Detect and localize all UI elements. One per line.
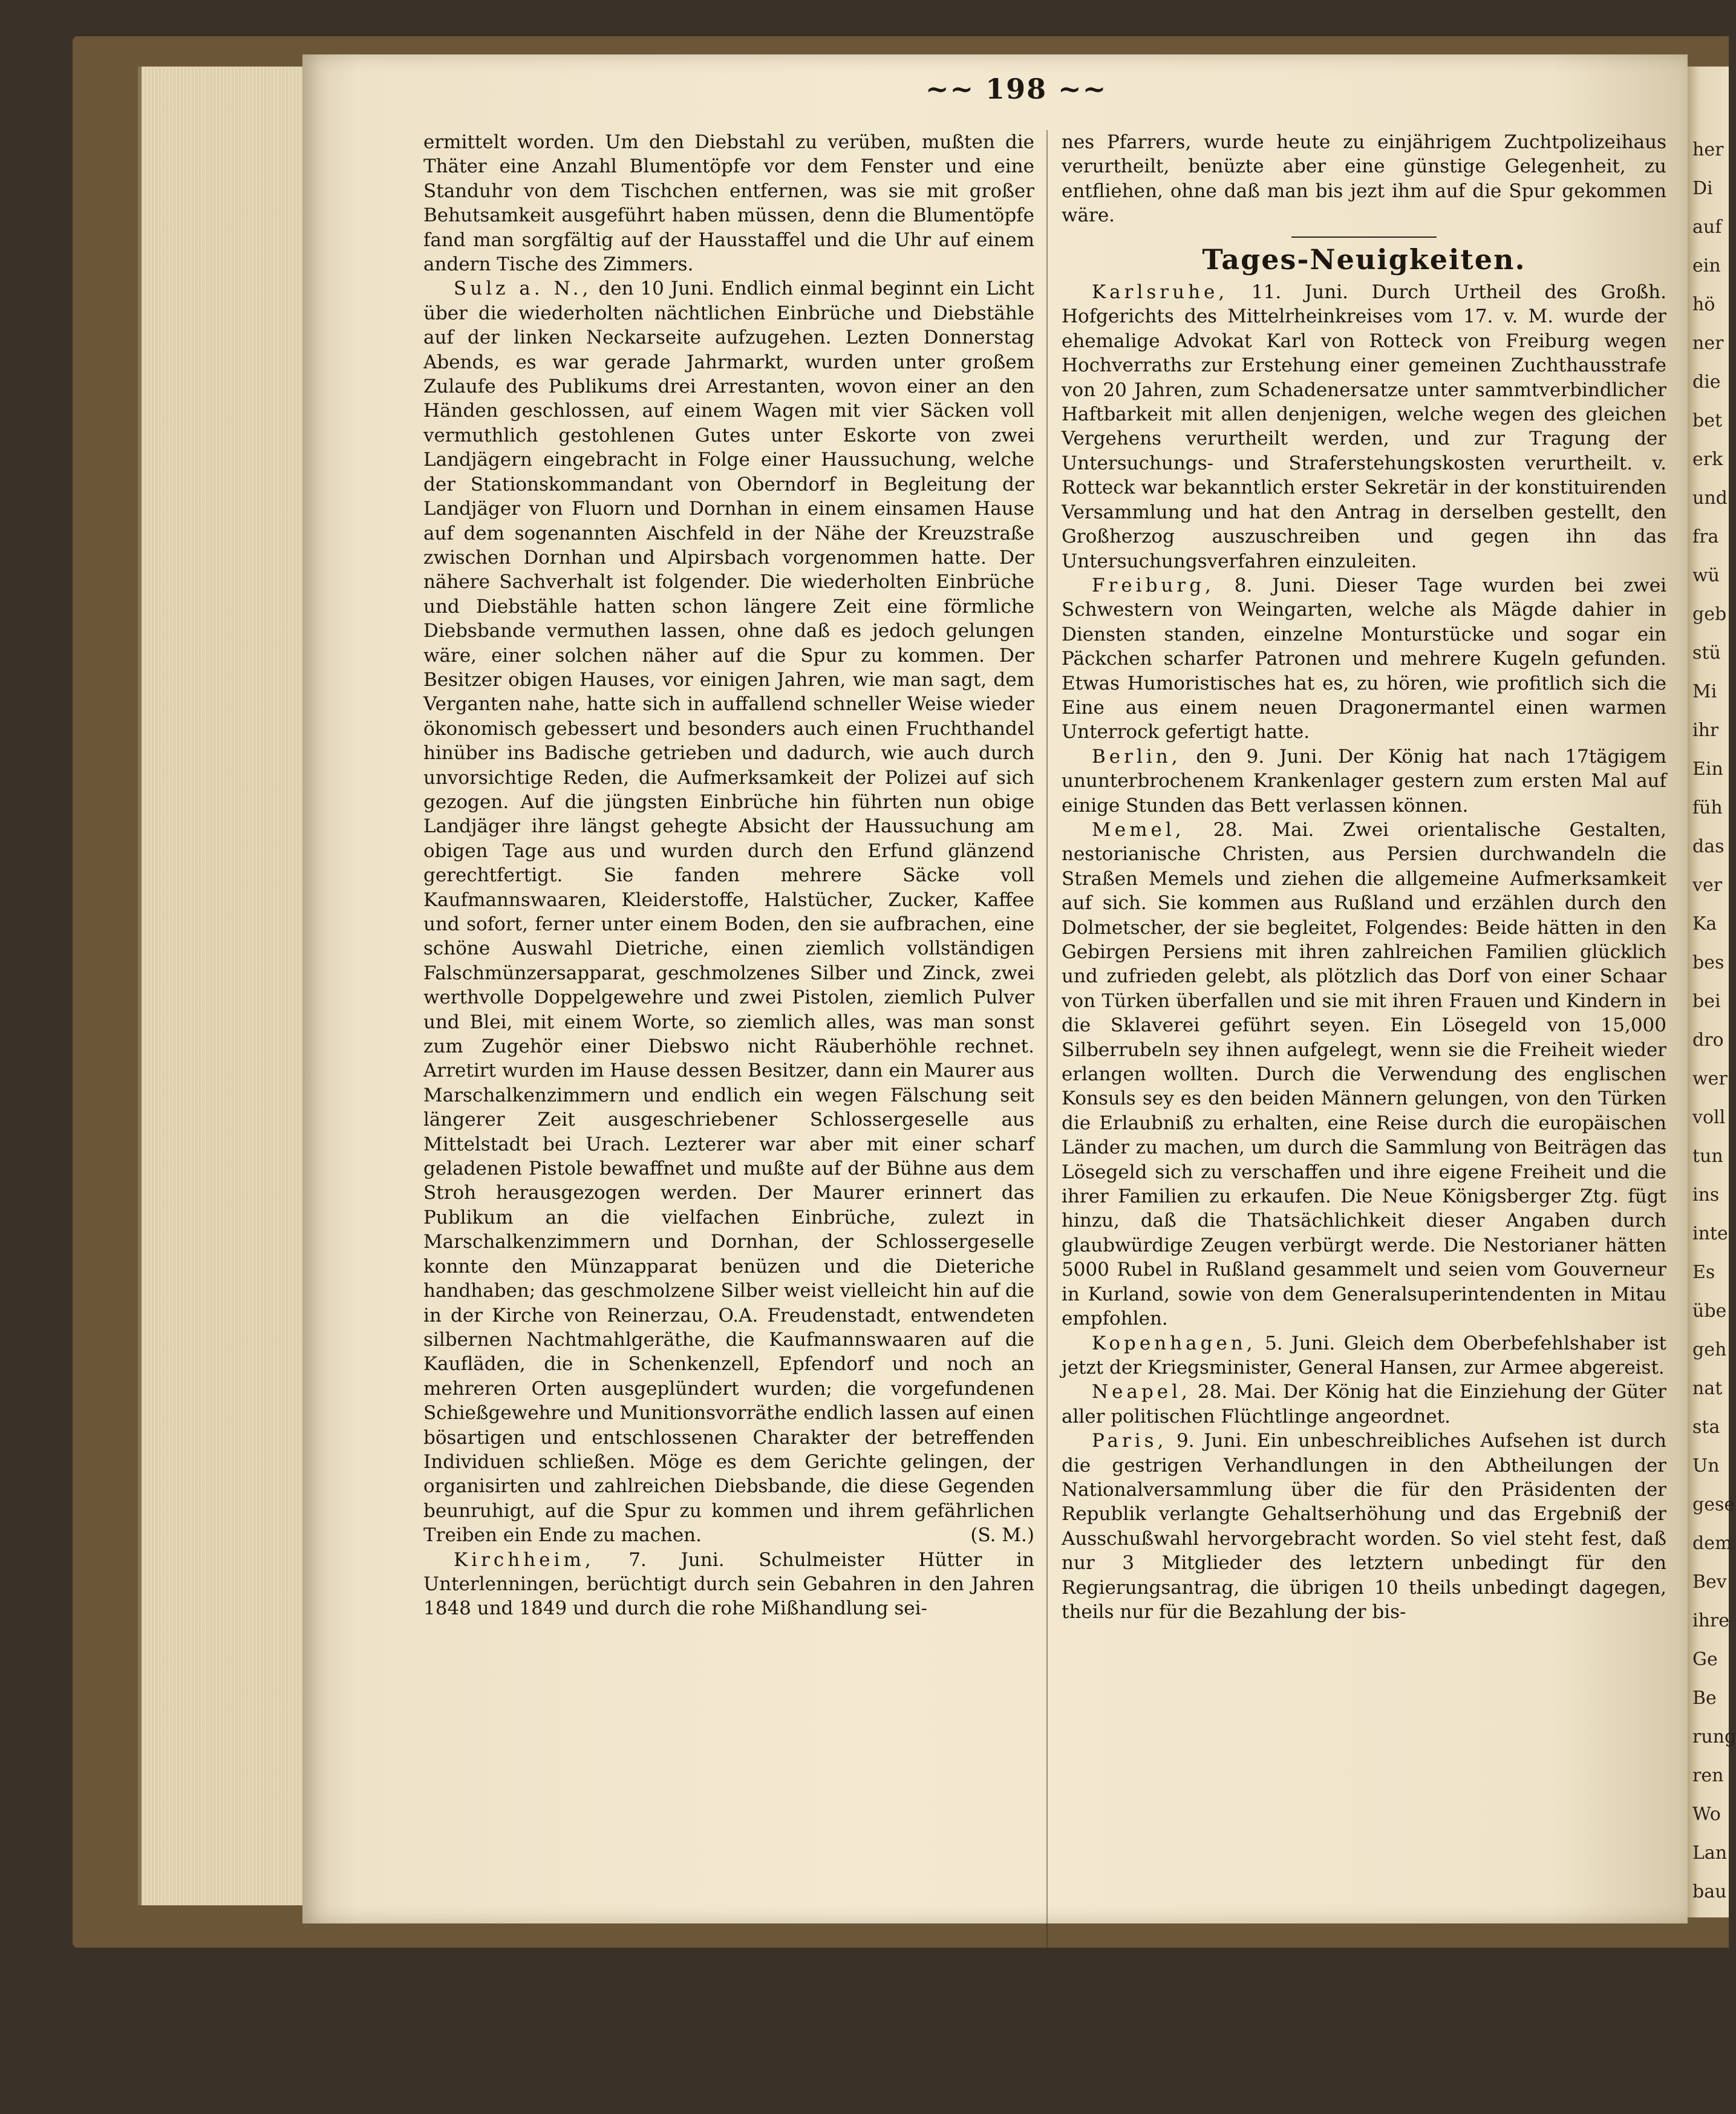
next-page-fragment: Di	[1692, 178, 1713, 199]
next-page-fragment: gese	[1692, 1494, 1735, 1515]
page-edges	[138, 67, 317, 1905]
article-body: den 9. Juni. Der König hat nach 17tägigem ununterbrochenem Krankenlager gestern zum ersten Mal auf einige Stunden das Bett verlassen können.	[1062, 745, 1666, 817]
next-page-fragment: tun	[1692, 1146, 1723, 1167]
next-page-fragment: fra	[1692, 526, 1719, 547]
next-page-fragment: rung	[1692, 1726, 1736, 1747]
next-page-fragment: bes	[1692, 952, 1725, 973]
next-page-fragment: hö	[1692, 294, 1715, 315]
article-continuation-right: nes Pfarrers, wurde heute zu einjährigem Zuchtpolizeihaus verurtheilt, benüzte aber eine günstige Gelegenheit, zu entfliehen, ohne daß man bis jezt ihm auf die Spur gekommen wäre.	[1062, 131, 1666, 227]
article-kirchheim	[423, 1548, 1034, 1621]
section-title: Tages-Neuigkeiten.	[1202, 243, 1526, 276]
page-number: 198	[985, 73, 1048, 105]
next-page-fragment: die	[1692, 371, 1721, 393]
dateline-place: Paris,	[1092, 1430, 1167, 1452]
article-body: 5. Juni. Gleich dem Oberbefehlshaber ist jetzt der Kriegsminister, General Hansen, zur Armee abgereist.	[1062, 1332, 1666, 1378]
next-page-fragment: Mi	[1692, 681, 1717, 702]
left-column	[423, 130, 1034, 1621]
next-page-fragment: bei	[1692, 991, 1721, 1012]
article-body: 28. Mai. Zwei orientalische Gestalten, nestorianische Christen, aus Persien durchwandeln die Straßen Memels und ziehen die allgemeine Aufmerksamkeit auf sich. Sie kommen aus Rußland und erzählen durch den Dolmetscher, der sie begleitet, Folgendes: Beide hätten in den Gebirgen Persiens mit ihren zahlreichen Familien glücklich und zufrieden gelebt, als plötzlich das Dorf von einer Schaar von Türken überfallen und sie mit ihren Frauen und Kindern in die Sklaverei geführt seyen. Ein Lösegeld von 15,000 Silberrubeln sey ihnen aufgelegt, wenn sie die Freiheit wieder erlangen wollten. Durch die Verwendung des englischen Konsuls sey es den beiden Männern gelungen, von den Türken die Erlaubniß zu erhalten, eine Reise durch die europäischen Länder zu machen, um durch die Sammlung von Beiträgen das Lösegeld sich zu verschaffen und ihre eigene Freiheit und die ihrer Familien zu erkaufen. Die Neue Königsberger Ztg. fügt hinzu, daß die Thatsächlichkeit dieser Angaben durch glaubwürdige Zeugen verbürgt werde. Die Nestorianer hätten 5000 Rubel in Rußland gesammelt und seien vom Gouverneur in Kurland, sowie von dem Generalsuperintendenten in Mitau empfohlen.	[1062, 818, 1666, 1330]
next-page-fragment: ver	[1692, 875, 1723, 896]
article-karlsruhe	[1062, 280, 1666, 573]
next-page-fragment: das	[1692, 836, 1725, 857]
next-page-fragment: erk	[1692, 449, 1723, 470]
dateline-place: Neapel,	[1092, 1381, 1191, 1403]
article-kopenhagen	[1062, 1331, 1666, 1380]
next-page-fragment: Be	[1692, 1688, 1717, 1709]
next-page-fragment: wer	[1692, 1068, 1728, 1089]
next-page-fragment: Es	[1692, 1262, 1715, 1283]
article-memel	[1062, 818, 1666, 1331]
next-page-fragment: sta	[1692, 1417, 1720, 1438]
article-freiburg	[1062, 573, 1666, 745]
next-page-fragment: ihre	[1692, 1610, 1730, 1631]
next-page-fragment: ihr	[1692, 720, 1719, 741]
article-paris	[1062, 1429, 1666, 1624]
column-divider	[1046, 130, 1048, 2114]
next-page-fragment: ein	[1692, 255, 1721, 276]
next-page-fragment: dro	[1692, 1029, 1724, 1051]
next-page-fragment: und	[1692, 488, 1728, 509]
next-page-fragment: Ge	[1692, 1649, 1718, 1670]
article-body: den 10 Juni. Endlich einmal beginnt ein Licht über die wiederholten nächtlichen Einbrüche und Diebstähle auf der linken Neckarseite aufzugehen. Lezten Donnerstag Abends, es war gerade Jahrmarkt, wurden unter großem Zulaufe des Publikums drei Arrestanten, wovon einer an den Händen geschlossen, auf einem Wagen mit vier Säcken voll vermuthlich gestohlenen Gutes unter Eskorte von zwei Landjägern eingebracht in Folge einer Haussuchung, welche der Stationskommandant von Oberndorf in Begleitung der Landjäger von Fluorn und Dornhan in einem einsamen Hause auf dem sogenannten Aischfeld in der Nähe der Kreuzstraße zwischen Dornhan und Alpirsbach vorgenommen hatte. Der nähere Sachverhalt ist folgender. Die wiederholten Einbrüche und Diebstähle hatten schon längere Zeit eine förmliche Diebsbande vermuthen lassen, ohne daß es jedoch gelungen wäre, einer solchen näher auf die Spur zu kommen. Der Besitzer obigen Hauses, vor einigen Jahren, wie man sagt, dem Verganten nahe, hatte sich in auffallend schneller Weise wieder ökonomisch gebessert und besonders auch einen Fruchthandel hinüber ins Badische getrieben und dadurch, wie auch durch unvorsichtige Reden, die Aufmerksamkeit der Polizei auf sich gezogen. Auf die jüngsten Einbrüche hin führten nun obige Landjäger ihre längst gehegte Absicht der Haussuchung am obigen Tage aus und wurden durch den Erfund glänzend gerechtfertigt. Sie fanden mehrere Säcke voll Kaufmannswaaren, Kleiderstoffe, Halstücher, Zucker, Kaffee und sofort, ferner unter einem Boden, den sie aufbrachen, eine schöne Auswahl Dietriche, einen ziemlich vollständigen Falschmünzersapparat, geschmolzenes Silber und Zinck, zwei werthvolle Doppelgewehre und zwei Pistolen, ziemlich Pulver und Blei, mit einem Worte, so ziemlich alles, was man sonst zum Zugehör einer Diebswo nicht Räuberhöhle rechnet. Arretirt wurden im Hause dessen Besitzer, dann ein Maurer aus Marschalkenzimmern und endlich ein wegen Fälschung seit längerer Zeit ausgeschriebener Schlossergeselle aus Mittelstadt bei Urach. Lezterer war aber mit einer scharf geladenen Pistole bewaffnet und mußte auf der Bühne aus dem Stroh herausgezogen werden. Der Maurer erinnert das Publikum an die vielfachen Einbrüche, zulezt in Marschalkenzimmern und Dornhan, der Schlossergeselle konnte den Münzapparat benüzen und die Dieteriche handhaben; das geschmolzene Silber weist vielleicht hin auf die in der Kirche von Reinerzau, O.A. Freudenstadt, entwendeten silbernen Nachtmahlgeräthe, die Kaufmannswaaren auf die Kaufläden, die in Schenkenzell, Epfendorf und noch an mehreren Orten ausgeplündert wurden; die vorgefundenen Schießgewehre und Munitionsvorräthe endlich lassen auf einen bösartigen und entschlossenen Charakter der betreffenden Individuen schließen. Möge es dem Gerichte gelingen, der organisirten und zahlreichen Diebsbande, die diese Gegenden beunruhigt, auf die Spur zu kommen und ihrem gefährlichen Treiben ein Ende zu machen.	[423, 278, 1034, 1547]
dateline-place: Kirchheim,	[454, 1548, 595, 1571]
next-page-fragment: geh	[1692, 1339, 1727, 1360]
next-page-fragment: Ein	[1692, 758, 1723, 780]
dateline-place: Memel,	[1092, 818, 1185, 841]
next-page-fragment: voll	[1692, 1107, 1726, 1128]
next-page-fragment: bau	[1692, 1881, 1727, 1902]
next-page-fragment: füh	[1692, 797, 1723, 818]
next-page-fragment: bet	[1692, 410, 1723, 431]
article-neapel	[1062, 1380, 1666, 1429]
dateline-place: Berlin,	[1092, 745, 1181, 768]
next-page-fragment: Un	[1692, 1455, 1720, 1476]
article-sulz	[423, 276, 1034, 1547]
next-page-fragment: inte	[1692, 1223, 1728, 1244]
dateline-place: Karlsruhe,	[1092, 281, 1229, 304]
article-body: 11. Juni. Durch Urtheil des Großh. Hofgerichts des Mittelrheinkreises vom 17. v. M. wurde der ehemalige Advokat Karl von Rotteck von Freiburg wegen Hochverraths zur Erstehung einer gemeinen Zuchthausstrafe von 20 Jahren, zum Schadenersatze unter sammtverbindlicher Haftbarkeit mit allen denjenigen, welche wegen des gleichen Vergehens verurtheilt werden, und zur Tragung der Untersuchungs- und Straferstehungskosten verurtheilt. v. Rotteck war bekanntlich erster Sekretär in der konstituirenden Versammlung und hat den Antrag in derselben gestellt, den Großherzog auszuschreiben und gegen ihn das Untersuchungsverfahren einzuleiten.	[1062, 281, 1666, 572]
next-page-fragment: Lan	[1692, 1842, 1728, 1864]
next-page-fragment: ner	[1692, 333, 1724, 354]
next-page-fragment: Wo	[1692, 1804, 1721, 1825]
next-page-fragment: stü	[1692, 642, 1721, 664]
section-divider	[1291, 237, 1437, 238]
article-body: 28. Mai. Der König hat die Einziehung der Güter aller politischen Flüchtlinge angeordnet.	[1062, 1381, 1666, 1427]
article-body: 7. Juni. Schulmeister Hütter in Unterlenningen, berüchtigt durch sein Gebahren in den Jahren 1848 und 1849 und durch die rohe Mißhandlung sei-	[423, 1548, 1034, 1620]
next-page-fragment: übe	[1692, 1300, 1727, 1322]
article-body: 8. Juni. Dieser Tage wurden bei zwei Schwestern von Weingarten, welche als Mägde dahier in Diensten standen, einzelne Monturstücke und sogar ein Päckchen scharfer Patronen und mehrere Kugeln gefunden. Etwas Humoristisches hat es, zu hören, wie profitlich sich die Eine aus einem neuen Dragonermantel einen warmen Unterrock gefertigt hatte.	[1062, 574, 1666, 743]
next-page-fragment: Ka	[1692, 913, 1717, 935]
next-page-fragment: wü	[1692, 565, 1720, 586]
ornament-left: ~~	[925, 73, 975, 105]
right-column	[1062, 130, 1666, 1624]
ornament-right: ~~	[1058, 73, 1108, 105]
article-berlin	[1062, 745, 1666, 818]
next-page-fragment: geb	[1692, 604, 1727, 625]
dateline-place: Kopenhagen,	[1092, 1332, 1256, 1354]
page-number-header	[925, 73, 1107, 105]
next-page-fragment: dem	[1692, 1533, 1732, 1554]
next-page-fragment: nat	[1692, 1378, 1723, 1399]
article-continuation: ermittelt worden. Um den Diebstahl zu verüben, mußten die Thäter eine Anzahl Blumentöpfe vor dem Fenster und eine Standuhr von dem Tischchen entfernen, was sie mit großer Behutsamkeit ausgeführt haben müssen, denn die Blumentöpfe fand man sorgfältig auf der Hausstaffel und die Uhr auf einem andern Tische des Zimmers.	[423, 131, 1034, 276]
next-page-fragment: Bev	[1692, 1571, 1727, 1593]
article-body: 9. Juni. Ein unbeschreibliches Aufsehen ist durch die gestrigen Verhandlungen in den Abtheilungen der Nationalversammlung über die für den Präsidenten der Republik verlangte Gehaltserhöhung und das Ergebniß der Ausschußwahl hervorgebracht worden. So viel steht fest, daß nur 3 Mitglieder des letztern unbedingt für den Regierungsantrag, die übrigen 10 theils unbedingt dagegen, theils nur für die Bezahlung der bis-	[1062, 1430, 1666, 1623]
next-page-fragment: ren	[1692, 1765, 1724, 1786]
next-page-fragment: her	[1692, 139, 1724, 160]
article-signature: (S. M.)	[970, 1524, 1034, 1547]
next-page-edge	[1688, 67, 1736, 1917]
dateline-place: Freiburg,	[1092, 574, 1215, 596]
dateline-place: Sulz a. N.,	[454, 278, 592, 300]
next-page-fragment: auf	[1692, 217, 1722, 238]
next-page-fragment: ins	[1692, 1184, 1720, 1205]
